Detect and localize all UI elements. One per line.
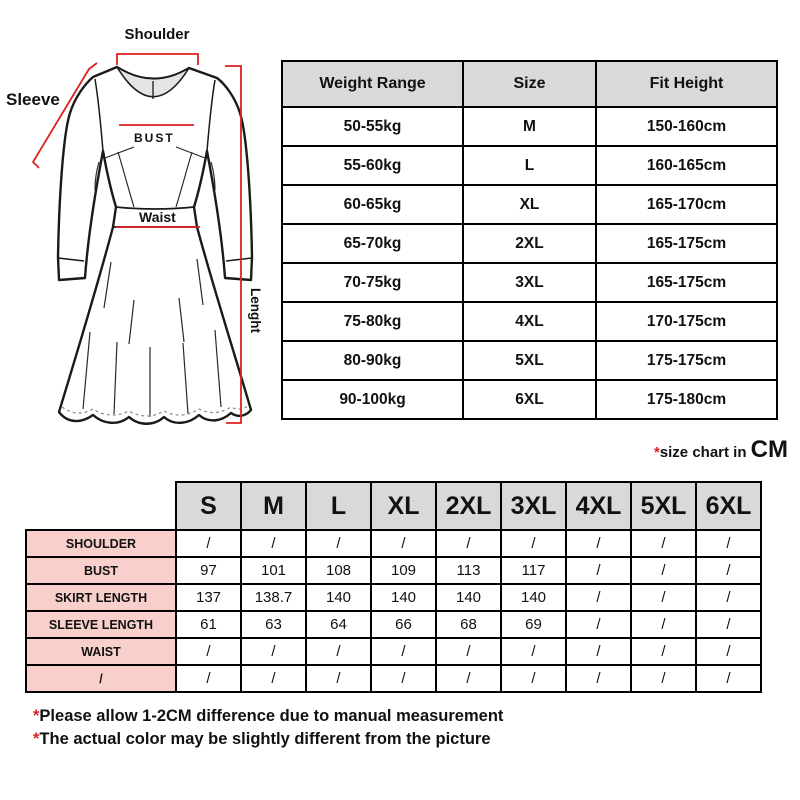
measurement-cell: 66 [371, 611, 436, 638]
table-header-row [282, 61, 777, 107]
size-header: Size [463, 61, 596, 107]
size-column-header: 6XL [696, 482, 761, 530]
measurement-cell: / [696, 611, 761, 638]
measurement-label: SHOULDER [26, 530, 176, 557]
measurement-cell: / [176, 530, 241, 557]
size-column-header: 5XL [631, 482, 696, 530]
weight-cell: 80-90kg [282, 341, 463, 380]
measurement-cell: 113 [436, 557, 501, 584]
measurement-cell: / [371, 665, 436, 692]
measurement-row [26, 638, 761, 665]
height-cell: 170-175cm [596, 302, 777, 341]
weight-range-table [281, 60, 778, 420]
unit-note-cm: CM [750, 436, 788, 463]
measurement-cell: / [371, 530, 436, 557]
note-text: The actual color may be slightly different from the picture [39, 730, 491, 748]
measurement-cell: 140 [306, 584, 371, 611]
shoulder-label: Shoulder [124, 26, 190, 43]
measurement-cell: 69 [501, 611, 566, 638]
note-line [33, 728, 503, 751]
measurement-cell: 108 [306, 557, 371, 584]
size-column-header: 2XL [436, 482, 501, 530]
measurement-cell: / [501, 665, 566, 692]
height-cell: 165-175cm [596, 263, 777, 302]
measurement-cell: / [566, 584, 631, 611]
measurement-cell: 109 [371, 557, 436, 584]
corner-cell [26, 482, 176, 530]
measurement-cell: / [241, 530, 306, 557]
size-cell: M [463, 107, 596, 146]
measurement-cell: 68 [436, 611, 501, 638]
measurement-cell: 101 [241, 557, 306, 584]
measurement-cell: / [566, 638, 631, 665]
measurement-cell: / [436, 665, 501, 692]
bust-label: BUST [134, 131, 175, 145]
table-row [282, 302, 777, 341]
measurement-label: SLEEVE LENGTH [26, 611, 176, 638]
measurement-cell: 97 [176, 557, 241, 584]
measurement-cell: 61 [176, 611, 241, 638]
measurement-cell: / [696, 557, 761, 584]
unit-note [654, 436, 788, 464]
waist-label: Waist [139, 209, 176, 225]
weight-cell: 60-65kg [282, 185, 463, 224]
measurement-label: WAIST [26, 638, 176, 665]
measurement-cell: 140 [501, 584, 566, 611]
weight-cell: 55-60kg [282, 146, 463, 185]
measurement-cell: / [241, 665, 306, 692]
measurement-cell: 64 [306, 611, 371, 638]
measurement-cell: / [566, 557, 631, 584]
measurement-row [26, 584, 761, 611]
asterisk: * [33, 730, 40, 748]
measurement-label: / [26, 665, 176, 692]
height-cell: 165-170cm [596, 185, 777, 224]
measurement-cell: 63 [241, 611, 306, 638]
measurement-cell: 138.7 [241, 584, 306, 611]
measurement-cell: 140 [371, 584, 436, 611]
table-row [282, 185, 777, 224]
height-cell: 150-160cm [596, 107, 777, 146]
fit-height-header: Fit Height [596, 61, 777, 107]
weight-range-header: Weight Range [282, 61, 463, 107]
size-header-row [26, 482, 761, 530]
height-cell: 165-175cm [596, 224, 777, 263]
measurement-cell: / [566, 530, 631, 557]
size-cell: 2XL [463, 224, 596, 263]
measurement-cell: / [306, 530, 371, 557]
asterisk: * [653, 444, 660, 461]
measurement-cell: / [176, 638, 241, 665]
measurement-cell: / [631, 530, 696, 557]
measurement-cell: / [696, 530, 761, 557]
weight-cell: 50-55kg [282, 107, 463, 146]
height-cell: 160-165cm [596, 146, 777, 185]
measurement-row [26, 665, 761, 692]
note-text: Please allow 1-2CM difference due to manual measurement [39, 707, 504, 725]
weight-cell: 90-100kg [282, 380, 463, 419]
measurement-cell: 140 [436, 584, 501, 611]
asterisk: * [33, 707, 40, 725]
size-cell: 5XL [463, 341, 596, 380]
shoulder-measure-bracket [117, 54, 198, 65]
measurement-cell: / [241, 638, 306, 665]
size-cell: L [463, 146, 596, 185]
size-cell: XL [463, 185, 596, 224]
size-column-header: M [241, 482, 306, 530]
length-label: Lenght [248, 288, 263, 333]
measurement-cell: / [306, 665, 371, 692]
measurement-cell: / [306, 638, 371, 665]
measurement-cell: / [436, 530, 501, 557]
measurement-cell: / [696, 638, 761, 665]
measurement-cell: / [631, 638, 696, 665]
sleeve-label: Sleeve [6, 90, 60, 109]
measurement-cell: / [371, 638, 436, 665]
measurement-cell: / [176, 665, 241, 692]
table-row [282, 380, 777, 419]
measurement-cell: / [566, 611, 631, 638]
note-line [33, 705, 503, 728]
measurement-cell: / [631, 611, 696, 638]
size-column-header: L [306, 482, 371, 530]
measurement-row [26, 557, 761, 584]
measurement-label: BUST [26, 557, 176, 584]
weight-cell: 65-70kg [282, 224, 463, 263]
table-row [282, 146, 777, 185]
size-column-header: 4XL [566, 482, 631, 530]
measurement-cell: 117 [501, 557, 566, 584]
measurement-cell: / [696, 584, 761, 611]
height-cell: 175-175cm [596, 341, 777, 380]
size-cell: 6XL [463, 380, 596, 419]
measurement-cell: / [631, 665, 696, 692]
size-column-header: 3XL [501, 482, 566, 530]
weight-cell: 75-80kg [282, 302, 463, 341]
height-cell: 175-180cm [596, 380, 777, 419]
size-cell: 4XL [463, 302, 596, 341]
unit-note-text: size chart in [659, 444, 751, 461]
measurement-label: SKIRT LENGTH [26, 584, 176, 611]
measurement-cell: 137 [176, 584, 241, 611]
size-cell: 3XL [463, 263, 596, 302]
size-chart-table [25, 481, 762, 693]
measurement-row [26, 611, 761, 638]
size-column-header: S [176, 482, 241, 530]
measurement-notes [33, 705, 503, 751]
measurement-cell: / [436, 638, 501, 665]
measurement-cell: / [501, 530, 566, 557]
weight-cell: 70-75kg [282, 263, 463, 302]
measurement-cell: / [631, 584, 696, 611]
measurement-row [26, 530, 761, 557]
measurement-cell: / [566, 665, 631, 692]
table-row [282, 107, 777, 146]
measurement-cell: / [631, 557, 696, 584]
measurement-cell: / [501, 638, 566, 665]
table-row [282, 224, 777, 263]
table-row [282, 263, 777, 302]
size-column-header: XL [371, 482, 436, 530]
table-row [282, 341, 777, 380]
measurement-cell: / [696, 665, 761, 692]
